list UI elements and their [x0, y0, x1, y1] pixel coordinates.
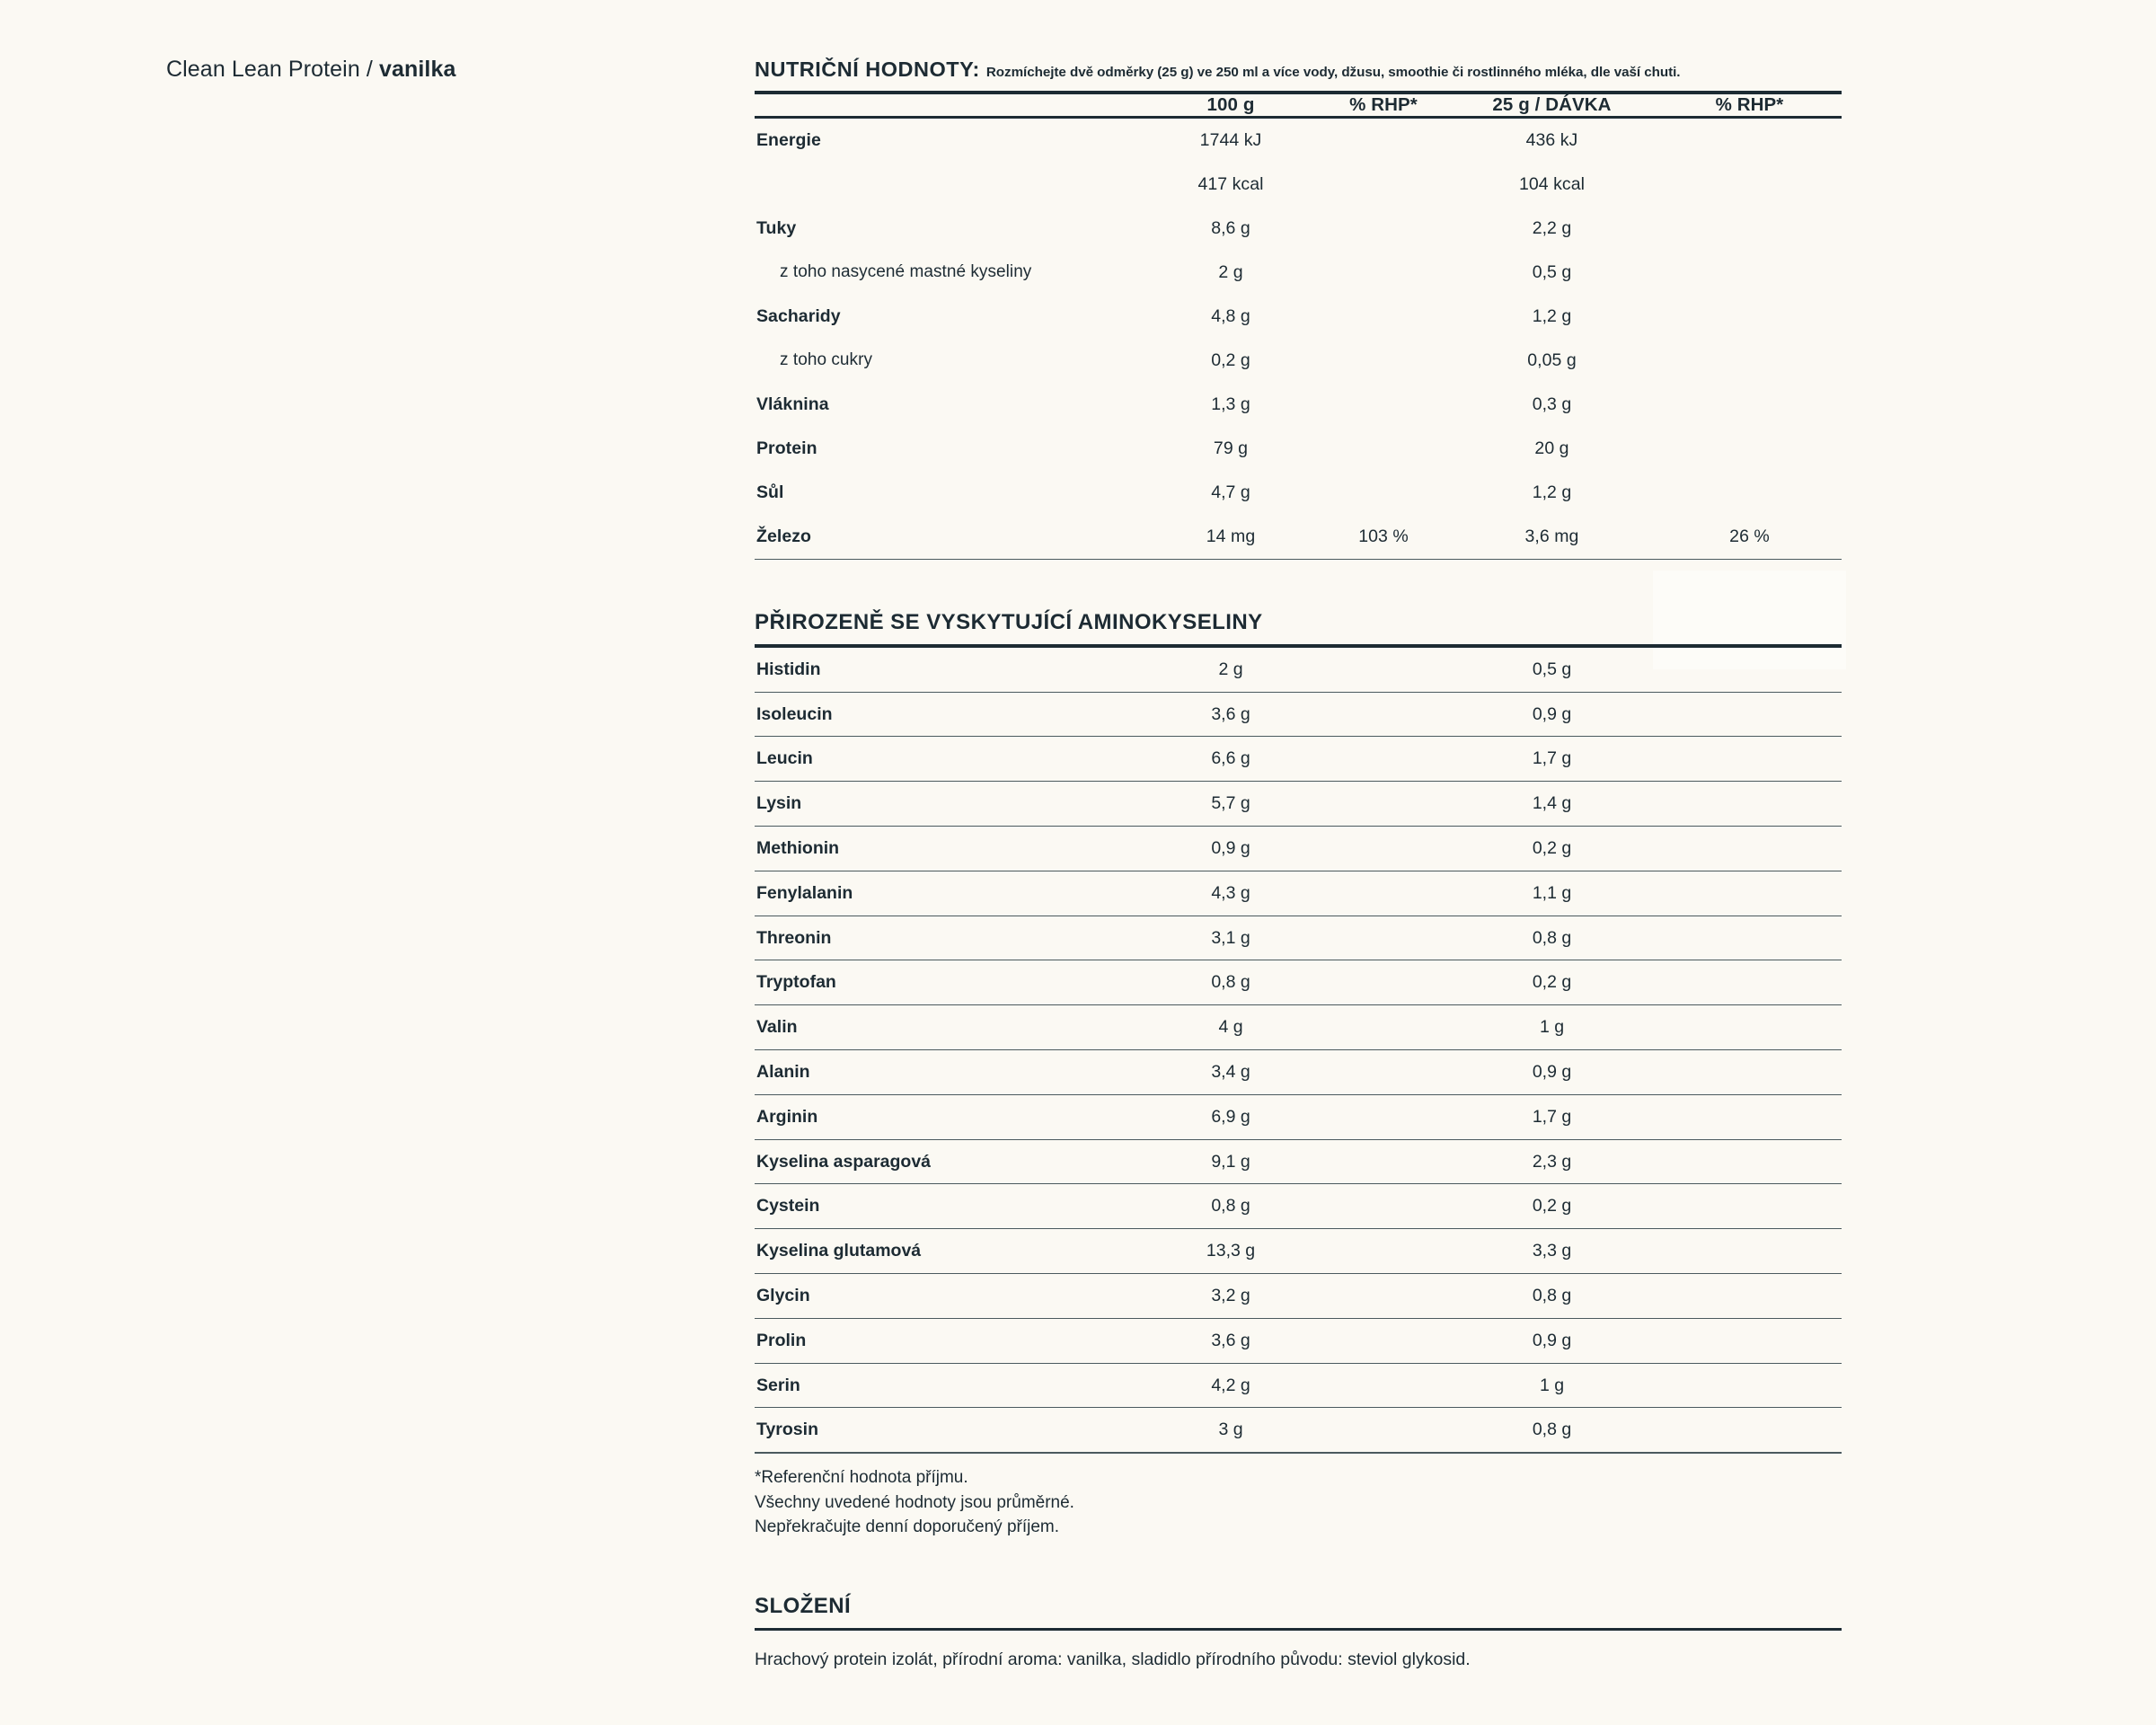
footnotes — [755, 1465, 1842, 1540]
value-100g: 8,6 g — [1211, 217, 1250, 238]
value-100g: 9,1 g — [1141, 1139, 1321, 1184]
percent-100g — [1321, 119, 1446, 163]
product-flavour: vanilka — [378, 57, 456, 82]
nutrient-label: Vláknina — [756, 394, 829, 414]
nutrient-label: Protein — [756, 438, 817, 458]
percent-100g — [1321, 1184, 1446, 1229]
nutrient-label: z toho cukry — [780, 350, 873, 369]
table-row — [755, 1184, 1842, 1229]
value-100g: 6,6 g — [1141, 737, 1321, 782]
percent-serving — [1657, 782, 1842, 827]
percent-100g — [1321, 471, 1446, 515]
amino-acid-label: Alanin — [755, 1050, 1141, 1095]
percent-serving — [1657, 1408, 1842, 1452]
value-serving: 0,2 g — [1446, 960, 1657, 1005]
nutrition-heading — [755, 59, 1842, 81]
value-serving: 1,4 g — [1446, 782, 1657, 827]
composition-rule — [755, 1628, 1842, 1632]
value-serving: 1,7 g — [1446, 737, 1657, 782]
value-serving: 1 g — [1446, 1363, 1657, 1408]
amino-acid-label: Threonin — [755, 916, 1141, 960]
value-100g: 14 mg — [1206, 526, 1256, 546]
value-serving: 436 kJ — [1525, 129, 1578, 150]
percent-100g — [1321, 1139, 1446, 1184]
percent-100g — [1321, 827, 1446, 871]
column-header-100g: 100 g — [1206, 93, 1255, 115]
nutrition-table-header-row — [755, 94, 1842, 116]
percent-serving — [1657, 119, 1842, 163]
percent-serving — [1657, 648, 1842, 692]
value-serving: 0,5 g — [1532, 261, 1572, 282]
value-100g: 3,2 g — [1141, 1274, 1321, 1319]
value-100g: 79 g — [1213, 438, 1249, 458]
value-serving: 0,9 g — [1446, 1318, 1657, 1363]
table-row — [755, 871, 1842, 916]
percent-serving — [1657, 427, 1842, 471]
value-100g: 0,8 g — [1141, 960, 1321, 1005]
value-100g: 4,7 g — [1211, 482, 1250, 502]
table-row — [755, 648, 1842, 692]
table-row — [755, 692, 1842, 737]
percent-serving — [1657, 827, 1842, 871]
percent-100g — [1321, 207, 1446, 251]
amino-acid-label: Glycin — [755, 1274, 1141, 1319]
table-row — [755, 1139, 1842, 1184]
percent-serving — [1657, 163, 1842, 207]
percent-100g — [1321, 1005, 1446, 1050]
percent-100g — [1321, 339, 1446, 383]
amino-bottom-rule — [755, 1452, 1842, 1454]
amino-acid-label: Arginin — [755, 1094, 1141, 1139]
percent-serving — [1657, 1229, 1842, 1274]
percent-serving — [1657, 295, 1842, 339]
value-100g: 4,8 g — [1211, 305, 1250, 326]
table-row — [755, 1005, 1842, 1050]
composition-section-title: SLOŽENÍ — [755, 1593, 852, 1618]
amino-acid-label: Methionin — [755, 827, 1141, 871]
value-100g: 0,9 g — [1141, 827, 1321, 871]
value-100g: 5,7 g — [1141, 782, 1321, 827]
table-row — [755, 1050, 1842, 1095]
percent-serving — [1657, 1318, 1842, 1363]
value-100g: 3,6 g — [1141, 1318, 1321, 1363]
nutrition-heading-label: NUTRIČNÍ HODNOTY: — [755, 58, 980, 81]
value-serving: 0,9 g — [1446, 692, 1657, 737]
serving-instruction: Rozmíchejte dvě odměrky (25 g) ve 250 ml a více vody, džusu, smoothie či rostlinného mléka, dle vaší chuti. — [985, 65, 1681, 80]
column-header-blank — [755, 94, 1141, 116]
table-row — [755, 827, 1842, 871]
percent-100g — [1321, 871, 1446, 916]
percent-serving: 26 % — [1729, 526, 1770, 546]
amino-acid-label: Lysin — [755, 782, 1141, 827]
percent-serving — [1657, 1050, 1842, 1095]
value-serving: 1 g — [1446, 1005, 1657, 1050]
nutrition-table-body — [755, 119, 1842, 559]
percent-serving — [1657, 692, 1842, 737]
amino-acid-label: Fenylalanin — [755, 871, 1141, 916]
amino-section-title: PŘIROZENĚ SE VYSKYTUJÍCÍ AMINOKYSELINY — [755, 610, 1263, 635]
value-serving: 0,8 g — [1446, 1408, 1657, 1452]
amino-acid-label: Tyrosin — [755, 1408, 1141, 1452]
amino-acid-label: Tryptofan — [755, 960, 1141, 1005]
percent-serving — [1657, 207, 1842, 251]
percent-serving — [1657, 1005, 1842, 1050]
table-row — [755, 1318, 1842, 1363]
value-serving: 0,5 g — [1532, 659, 1572, 679]
footnote-line-3: Nepřekračujte denní doporučený příjem. — [755, 1517, 1060, 1537]
percent-100g — [1321, 251, 1446, 295]
percent-100g — [1321, 1094, 1446, 1139]
column-header-rhp1: % RHP* — [1349, 93, 1418, 115]
table-row — [755, 1274, 1842, 1319]
value-100g: 4 g — [1141, 1005, 1321, 1050]
table-row — [755, 782, 1842, 827]
percent-serving — [1657, 1139, 1842, 1184]
percent-serving — [1657, 339, 1842, 383]
percent-100g — [1321, 782, 1446, 827]
value-100g: 2 g — [1218, 261, 1243, 282]
percent-100g: 103 % — [1358, 526, 1409, 546]
percent-100g — [1321, 1318, 1446, 1363]
percent-serving — [1657, 251, 1842, 295]
amino-acid-label: Isoleucin — [755, 692, 1141, 737]
column-header-serving: 25 g / DÁVKA — [1492, 93, 1612, 115]
amino-acid-label: Cystein — [755, 1184, 1141, 1229]
table-row — [755, 295, 1842, 339]
nutrient-label: Energie — [756, 129, 821, 150]
nutrient-label — [755, 163, 1141, 207]
value-100g: 4,3 g — [1141, 871, 1321, 916]
nutrition-bottom-rule — [755, 559, 1842, 561]
label-content-column — [755, 0, 1842, 1671]
percent-serving — [1657, 737, 1842, 782]
percent-100g — [1321, 916, 1446, 960]
value-serving: 1,1 g — [1446, 871, 1657, 916]
table-row — [755, 1094, 1842, 1139]
nutrient-label: Tuky — [756, 217, 797, 238]
percent-100g — [1321, 295, 1446, 339]
table-row — [755, 251, 1842, 295]
value-100g: 0,2 g — [1211, 349, 1250, 370]
table-row — [755, 119, 1842, 163]
table-row — [755, 1408, 1842, 1452]
value-100g: 3 g — [1141, 1408, 1321, 1452]
table-row — [755, 339, 1842, 383]
percent-100g — [1321, 737, 1446, 782]
nutrient-label: Sacharidy — [756, 305, 841, 326]
nutrition-table — [755, 94, 1842, 116]
value-100g: 417 kcal — [1197, 173, 1264, 194]
value-serving: 104 kcal — [1518, 173, 1586, 194]
footnote-line-2: Všechny uvedené hodnoty jsou průměrné. — [755, 1492, 1074, 1512]
table-row — [755, 515, 1842, 559]
value-100g: 4,2 g — [1141, 1363, 1321, 1408]
amino-acid-label: Prolin — [755, 1318, 1141, 1363]
footnote-line-1: *Referenční hodnota příjmu. — [755, 1468, 968, 1488]
percent-serving — [1657, 1184, 1842, 1229]
value-100g: 3,1 g — [1141, 916, 1321, 960]
value-serving: 2,2 g — [1532, 217, 1572, 238]
value-100g: 3,6 g — [1141, 692, 1321, 737]
value-100g: 1,3 g — [1211, 394, 1250, 414]
value-100g: 0,8 g — [1141, 1184, 1321, 1229]
value-serving: 0,8 g — [1446, 1274, 1657, 1319]
percent-100g — [1321, 1408, 1446, 1452]
percent-serving — [1657, 1274, 1842, 1319]
value-serving: 0,05 g — [1527, 349, 1577, 370]
percent-100g — [1321, 1050, 1446, 1095]
value-serving: 1,2 g — [1532, 305, 1572, 326]
percent-serving — [1657, 383, 1842, 427]
value-100g: 2 g — [1218, 659, 1243, 679]
percent-serving — [1657, 871, 1842, 916]
value-serving: 0,2 g — [1446, 827, 1657, 871]
percent-100g — [1321, 1363, 1446, 1408]
percent-100g — [1321, 692, 1446, 737]
percent-100g — [1321, 1229, 1446, 1274]
amino-acid-label: Kyselina glutamová — [755, 1229, 1141, 1274]
value-serving: 3,6 mg — [1524, 526, 1579, 546]
value-serving: 2,3 g — [1446, 1139, 1657, 1184]
value-serving: 3,3 g — [1446, 1229, 1657, 1274]
value-serving: 20 g — [1534, 438, 1569, 458]
table-row — [755, 1363, 1842, 1408]
table-row — [755, 916, 1842, 960]
amino-acid-label: Serin — [755, 1363, 1141, 1408]
value-serving: 0,9 g — [1446, 1050, 1657, 1095]
percent-100g — [1321, 163, 1446, 207]
value-serving: 0,8 g — [1446, 916, 1657, 960]
table-row — [755, 1229, 1842, 1274]
percent-100g — [1321, 427, 1446, 471]
nutrient-label: Železo — [756, 526, 811, 546]
value-100g: 1744 kJ — [1199, 129, 1262, 150]
table-row — [755, 383, 1842, 427]
table-row — [755, 207, 1842, 251]
percent-serving — [1657, 471, 1842, 515]
percent-serving — [1657, 960, 1842, 1005]
nutrient-label: Sůl — [756, 482, 784, 502]
value-serving: 1,2 g — [1532, 482, 1572, 502]
amino-acid-table — [755, 648, 1842, 1452]
table-row — [755, 737, 1842, 782]
amino-acid-label: Kyselina asparagová — [755, 1139, 1141, 1184]
table-row — [755, 163, 1842, 207]
amino-acid-label: Valin — [755, 1005, 1141, 1050]
page-title — [166, 57, 455, 83]
percent-100g — [1321, 648, 1446, 692]
amino-acid-label: Leucin — [755, 737, 1141, 782]
value-serving: 0,3 g — [1532, 394, 1572, 414]
table-row — [755, 471, 1842, 515]
percent-100g — [1321, 960, 1446, 1005]
table-row — [755, 960, 1842, 1005]
value-serving: 1,7 g — [1446, 1094, 1657, 1139]
value-serving: 0,2 g — [1446, 1184, 1657, 1229]
product-name: Clean Lean Protein / — [166, 57, 373, 82]
composition-text: Hrachový protein izolát, přírodní aroma: vanilka, sladidlo přírodního původu: steviol glykosid. — [755, 1650, 1471, 1670]
percent-100g — [1321, 383, 1446, 427]
percent-serving — [1657, 916, 1842, 960]
percent-serving — [1657, 1363, 1842, 1408]
percent-serving — [1657, 1094, 1842, 1139]
percent-100g — [1321, 1274, 1446, 1319]
amino-acid-label: Histidin — [756, 659, 821, 679]
value-100g: 6,9 g — [1141, 1094, 1321, 1139]
nutrient-label: z toho nasycené mastné kyseliny — [780, 262, 1032, 281]
table-row — [755, 427, 1842, 471]
value-100g: 13,3 g — [1141, 1229, 1321, 1274]
column-header-rhp2: % RHP* — [1715, 93, 1784, 115]
value-100g: 3,4 g — [1141, 1050, 1321, 1095]
